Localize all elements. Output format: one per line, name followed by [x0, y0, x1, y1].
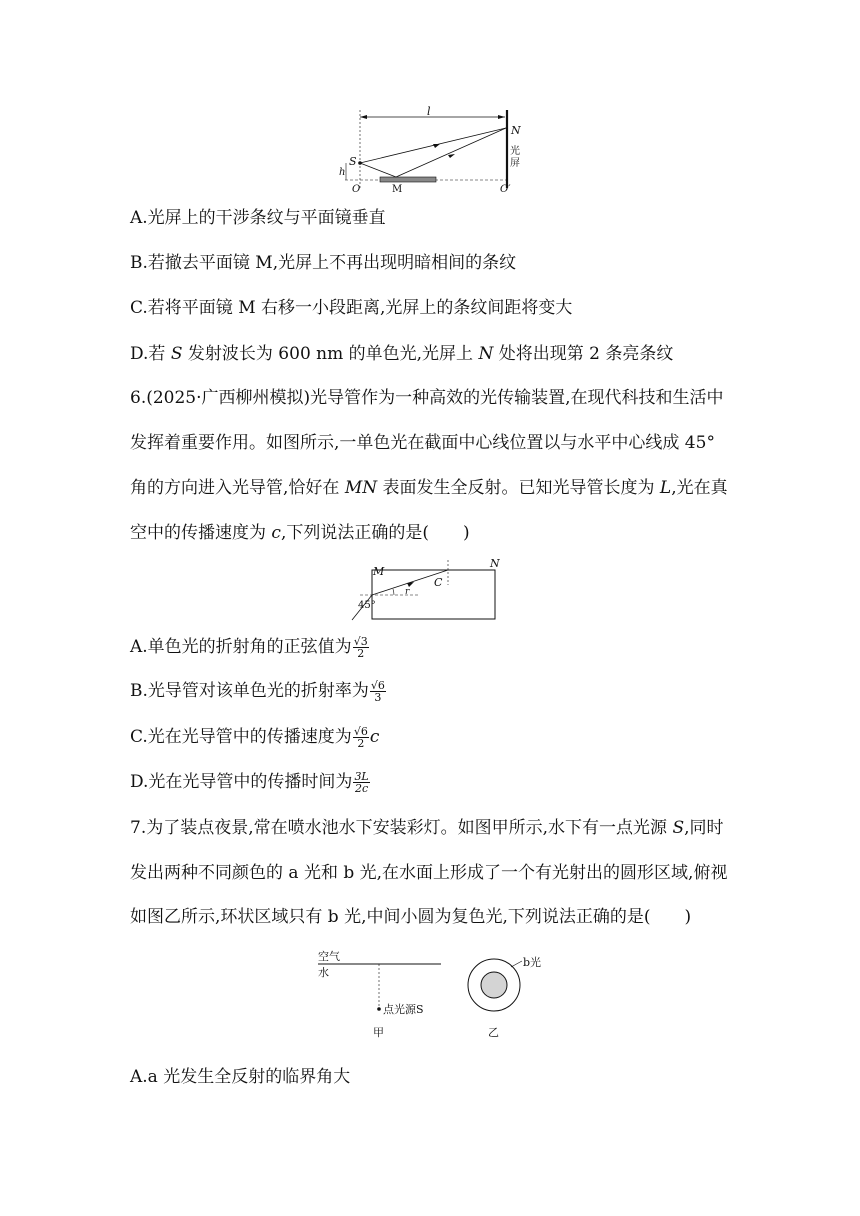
q6-l3-L: L: [659, 478, 672, 498]
q7-l1-post: ,同时: [684, 818, 724, 838]
label-b: b光: [523, 956, 542, 969]
label-Oprime: O′: [500, 184, 511, 195]
q5-option-c: C.若将平面镜 M 右移一小段距离,光屏上的条纹间距将变大: [130, 298, 573, 318]
label-r: r: [405, 587, 410, 597]
q6-d-text: D.光在光导管中的传播时间为: [130, 772, 353, 792]
q7-option-a: A.a 光发生全反射的临界角大: [130, 1067, 351, 1087]
q6-c-den: 2: [357, 737, 365, 750]
q5-d-mid: 发射波长为 600 nm 的单色光,光屏上: [182, 344, 479, 364]
q6-stem-line2: 发挥着重要作用。如图所示,一单色光在截面中心线位置以与水平中心线成 45°: [130, 433, 715, 453]
label-C: C: [434, 576, 443, 589]
q7-stem-line3: 如图乙所示,环状区域只有 b 光,中间小圆为复色光,下列说法正确的是( ): [130, 907, 692, 927]
q6-a-num: √3: [353, 635, 368, 648]
q6-d-den: 2c: [355, 782, 369, 795]
q6-a-den: 2: [357, 647, 365, 660]
point-source-S: [377, 1007, 381, 1011]
q7-l1-pre: 7.为了装点夜景,常在喷水池水下安装彩灯。如图甲所示,水下有一点光源: [130, 818, 673, 838]
label-l: l: [427, 105, 431, 118]
q6-a-text: A.单色光的折射角的正弦值为: [130, 637, 352, 657]
q5-option-a: A.光屏上的干涉条纹与平面镜垂直: [130, 208, 386, 228]
label-N2: N: [490, 557, 500, 570]
label-M: M: [392, 184, 403, 195]
label-M2: M: [373, 565, 385, 578]
label-screen-2: 屏: [510, 158, 520, 169]
q6-c-text: C.光在光导管中的传播速度为: [130, 727, 352, 747]
q6-d-num: 3L: [354, 770, 369, 783]
q6-c-num: √6: [353, 725, 368, 738]
q7-l1-S: S: [672, 818, 685, 838]
q6-stem-line1: 6.(2025·广西柳州模拟)光导管作为一种高效的光传输装置,在现代科技和生活中: [130, 388, 724, 408]
inner-circle-mixed: [481, 972, 507, 998]
label-air: 空气: [318, 950, 340, 963]
label-jia: 甲: [373, 1026, 384, 1039]
q5-d-N: N: [478, 344, 494, 364]
label-h: h: [339, 167, 346, 178]
q6-b-num: √6: [370, 679, 385, 692]
q6-b-den: 3: [374, 691, 382, 704]
label-45: 45°: [358, 600, 376, 611]
label-N: N: [511, 124, 521, 137]
q6-l3-MN: MN: [344, 478, 378, 498]
q6-b-text: B.光导管对该单色光的折射率为: [130, 681, 369, 701]
q7-stem-line2: 发出两种不同颜色的 a 光和 b 光,在水面上形成了一个有光射出的圆形区域,俯视: [130, 863, 728, 883]
q5-d-post: 处将出现第 2 条亮条纹: [493, 344, 674, 364]
q6-l4-c: c: [271, 523, 281, 543]
label-S: S: [349, 155, 357, 168]
q5-d-pre: D.若: [130, 344, 171, 364]
q5-d-S: S: [170, 344, 183, 364]
label-water: 水: [318, 966, 329, 979]
q6-l3-mid: 表面发生全反射。已知光导管长度为: [377, 478, 660, 498]
q6-l3-post: ,光在真: [671, 478, 728, 498]
b-light-leader: [511, 961, 522, 967]
label-yi: 乙: [488, 1026, 499, 1039]
label-source: 点光源S: [383, 1003, 424, 1016]
q6-l4-pre: 空中的传播速度为: [130, 523, 272, 543]
q6-c-c: c: [369, 727, 380, 747]
label-screen-1: 光: [510, 146, 520, 157]
q6-l3-pre: 角的方向进入光导管,恰好在: [130, 478, 345, 498]
label-O: O: [352, 184, 361, 195]
q6-l4-post: ,下列说法正确的是( ): [280, 523, 470, 543]
q5-option-b: B.若撤去平面镜 M,光屏上不再出现明暗相间的条纹: [130, 253, 517, 273]
